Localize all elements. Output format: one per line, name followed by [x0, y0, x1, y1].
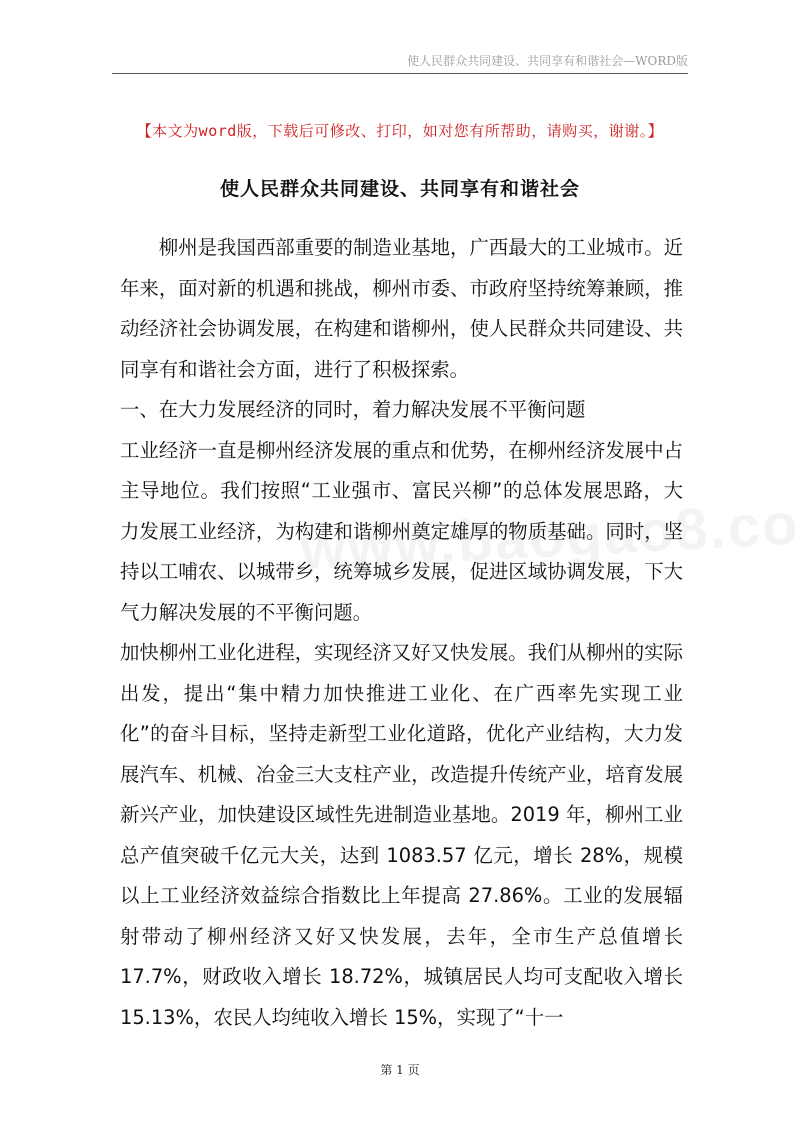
- document-body: [120, 228, 683, 1038]
- section-heading-1: 一、在大力发展经济的同时，着力解决发展不平衡问题: [120, 398, 586, 421]
- running-header: 使人民群众共同建设、共同享有和谐社会—WORD版: [407, 54, 688, 68]
- paragraph-industrialization: 加快柳州工业化进程，实现经济又好又快发展。我们从柳州的实际出发，提出“集中精力加快推进工业化、在广西率先实现工业化”的奋斗目标，坚持走新型工业化道路，优化产业结构，大力发展汽车、机械、冶金三大支柱产业，改造提升传统产业，培育发展新兴产业，加快建设区域性先进制造业基地。2019 年，柳州工业总产值突破千亿元大关，达到 1083.57 亿元，增长 28%，规模以上工业经济效益综合指数比上年提高 27.86%。工业的发展辐射带动了柳州经济又好又快发展，去年，全市生产总值增长 17.7%，财政收入增长 18.72%，城镇居民人均可支配收入增长 15.13%，农民人均纯收入增长 15%，实现了“十一: [120, 641, 683, 1029]
- header-divider: [112, 73, 688, 74]
- page-number: 第 1 页: [380, 1063, 420, 1077]
- download-notice: 【本文为word版，下载后可修改、打印，如对您有所帮助，请购买，谢谢。】: [136, 122, 664, 140]
- paragraph-industry: 工业经济一直是柳州经济发展的重点和优势，在柳州经济发展中占主导地位。我们按照“工业强市、富民兴柳”的总体发展思路，大力发展工业经济，为构建和谐柳州奠定雄厚的物质基础。同时，坚持以工哺农、以城带乡，统筹城乡发展，促进区域协调发展，下大气力解决发展的不平衡问题。: [120, 438, 683, 624]
- paragraph-intro: 柳州是我国西部重要的制造业基地，广西最大的工业城市。近年来，面对新的机遇和挑战，柳州市委、市政府坚持统筹兼顾，推动经济社会协调发展，在构建和谐柳州，使人民群众共同建设、共同享有和谐社会方面，进行了积极探索。: [120, 236, 683, 381]
- document-title: 使人民群众共同建设、共同享有和谐社会: [219, 178, 580, 200]
